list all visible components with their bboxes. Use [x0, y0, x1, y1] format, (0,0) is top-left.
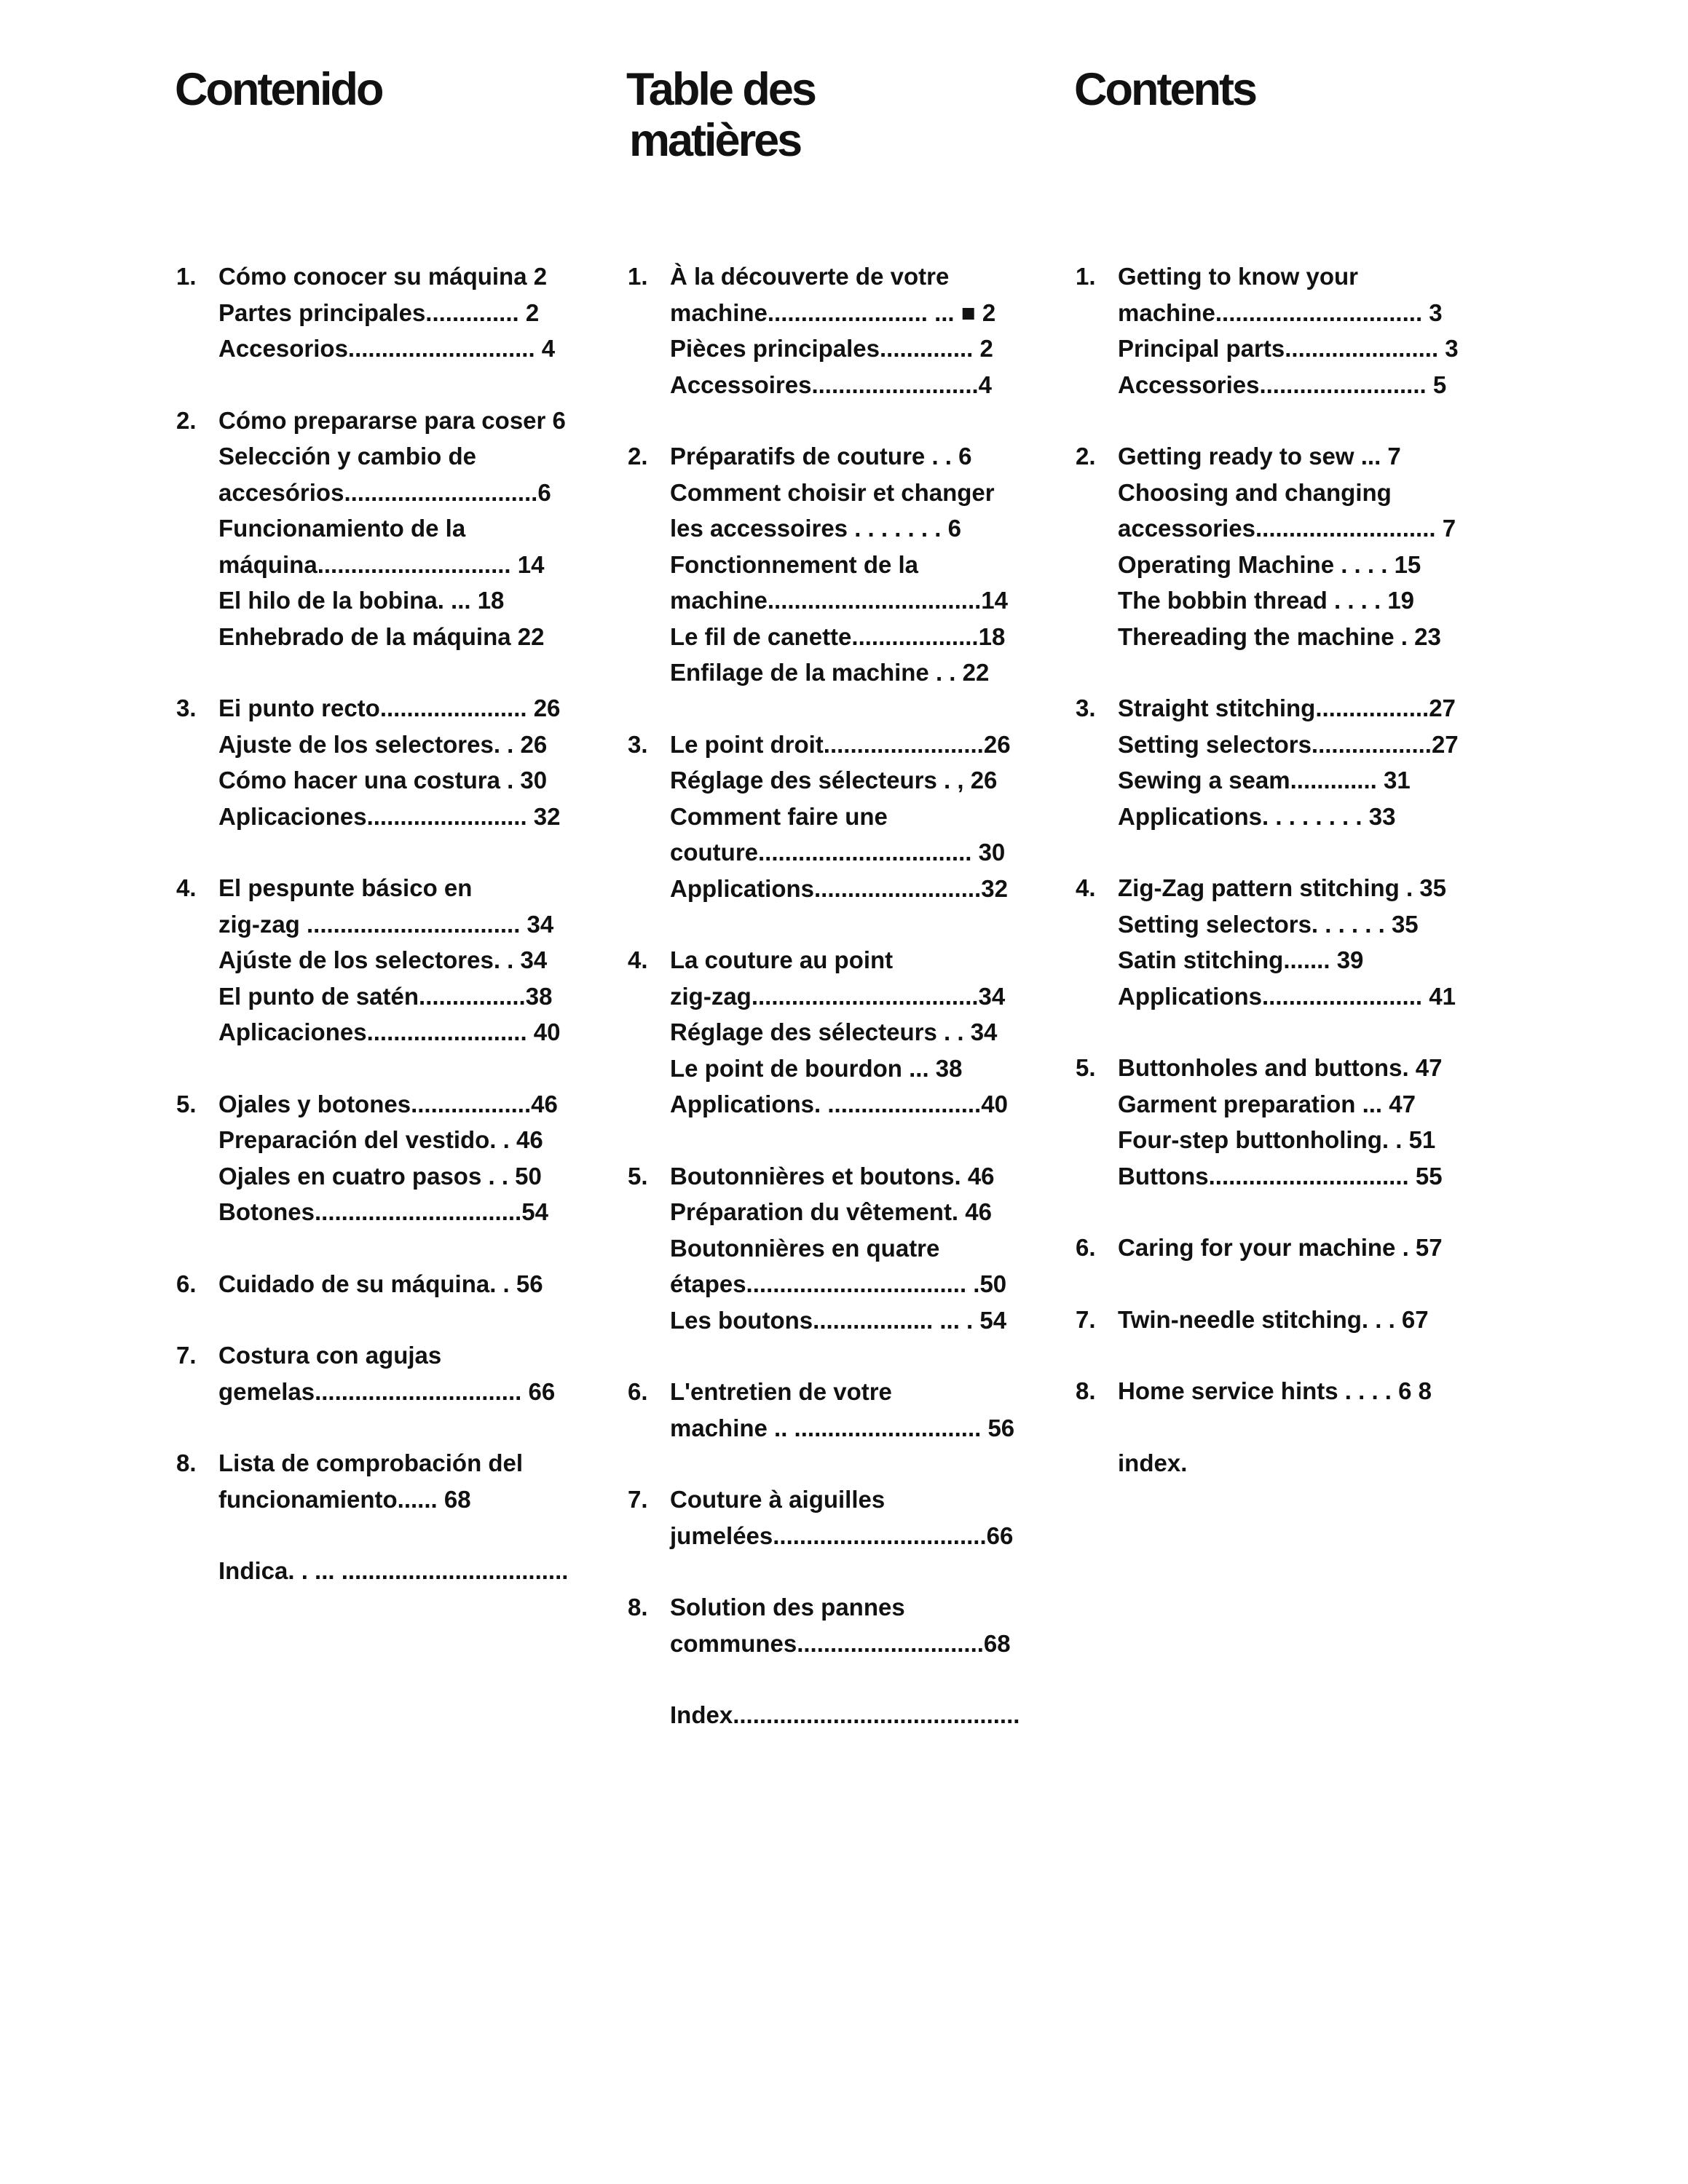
toc-entry-number: 7. [176, 1342, 197, 1369]
toc-entry-line: zig-zag..................................34 [670, 982, 1006, 1010]
toc-entry [1074, 870, 1511, 1014]
toc-entry-line: Fonctionnement de la [670, 550, 919, 578]
toc-entry-line: Applications........................ 41 [1118, 982, 1456, 1010]
toc-entry [175, 403, 604, 655]
toc-entry [626, 1697, 1063, 1733]
toc-entry-line: Comment faire une [670, 802, 888, 830]
toc-entry [1074, 690, 1511, 834]
toc-entry-line: Réglage des sélecteurs . . 34 [670, 1018, 998, 1045]
toc-entry [175, 1445, 604, 1517]
toc-entry-line: Straight stitching.................27 [1118, 695, 1456, 721]
toc-entry-number: 5. [176, 1090, 197, 1117]
toc-entry-line: Applications.........................32 [670, 874, 1008, 902]
toc-entry-line: Choosing and changing [1118, 478, 1392, 506]
toc-entry [175, 1086, 604, 1230]
toc-entry-line: Satin stitching....... 39 [1118, 946, 1364, 973]
toc-entry-line: Caring for your machine . 57 [1118, 1234, 1443, 1261]
toc-entry-number: 8. [176, 1449, 197, 1476]
toc-entry-line: Costura con agujas [218, 1342, 442, 1369]
toc-entry-line: Solution des pannes [670, 1594, 905, 1621]
toc-entry-line: Enfilage de la machine . . 22 [670, 659, 990, 686]
toc-entry-number: 2. [628, 443, 648, 470]
column-title [626, 64, 815, 166]
toc-entry [175, 1337, 604, 1409]
toc-entry [175, 1553, 604, 1589]
toc-entry-line: Couture à aiguilles [670, 1486, 886, 1513]
column-title-line: matières [629, 115, 801, 166]
toc-entry-line: Ojales y botones..................46 [218, 1090, 558, 1117]
toc-entry-line: L'entretien de votre [670, 1378, 892, 1405]
toc-entry-line: Préparatifs de couture . . 6 [670, 443, 972, 470]
toc-entry-line: Cómo conocer su máquina 2 [218, 263, 548, 290]
toc-entry-line: Pièces principales.............. 2 [670, 335, 993, 362]
toc-entry [1074, 1445, 1511, 1481]
toc-entry [626, 258, 1063, 403]
toc-entry-line: Applications. . . . . . . . 33 [1118, 802, 1396, 830]
toc-entry-line: Les boutons.................. ... . 54 [670, 1306, 1007, 1334]
toc-entry-line: Accessoires.........................4 [670, 371, 993, 398]
toc-entry-number: 3. [1076, 695, 1096, 721]
toc-entry-line: máquina............................. 14 [218, 550, 545, 578]
toc-entry-line: accesórios.............................6 [218, 478, 551, 506]
toc-entry-number: 8. [1076, 1377, 1096, 1404]
toc-entry-number: 2. [1076, 443, 1096, 470]
toc-entry-line: Ei punto recto...................... 26 [218, 695, 561, 721]
toc-entry-line: Réglage des sélecteurs . , 26 [670, 767, 998, 794]
toc-entry-line: Enhebrado de la máquina 22 [218, 622, 545, 650]
toc-entry-number: 4. [1076, 874, 1096, 901]
toc-entry [175, 870, 604, 1051]
toc-entry-line: Indica. . ... .................................. [218, 1557, 569, 1584]
toc-entry-line: Partes principales.............. 2 [218, 298, 540, 326]
toc-entry-number: 1. [628, 263, 648, 290]
toc-entry-line: Funcionamiento de la [218, 515, 466, 542]
toc-entry-line: Boutonnières et boutons. 46 [670, 1162, 995, 1190]
toc-entry [1074, 1230, 1511, 1266]
toc-entry-line: Setting selectors. . . . . . 35 [1118, 910, 1419, 938]
toc-entry-line: Zig-Zag pattern stitching . 35 [1118, 874, 1447, 901]
toc-entry-line: étapes................................. .50 [670, 1270, 1007, 1297]
toc-entry-line: Buttons.............................. 55 [1118, 1162, 1443, 1190]
column-title-line: Table des [626, 64, 815, 115]
toc-entry [626, 1481, 1063, 1554]
toc-entry-line: El punto de satén................38 [218, 982, 553, 1010]
toc-entry-line: machine .. ............................ 56 [670, 1414, 1015, 1441]
toc-entry [175, 690, 604, 834]
toc-entry-line: Thereading the machine . 23 [1118, 622, 1441, 650]
toc-entry-line: zig-zag ................................ 34 [218, 910, 554, 938]
toc-entry-line: Garment preparation ... 47 [1118, 1090, 1416, 1117]
toc-entry-line: funcionamiento...... 68 [218, 1485, 471, 1513]
toc-entry-line: index. [1118, 1449, 1188, 1476]
toc-entry-number: 6. [628, 1378, 648, 1405]
toc-entry-line: Preparación del vestido. . 46 [218, 1126, 543, 1153]
toc-entry [1074, 438, 1511, 654]
toc-entry [626, 727, 1063, 907]
toc-entry-number: 7. [628, 1486, 648, 1513]
toc-entry-line: machine........................ ... ■ 2 [670, 298, 996, 326]
toc-entry-line: Comment choisir et changer [670, 478, 995, 506]
toc-entry-number: 5. [628, 1162, 648, 1190]
toc-entry [1074, 258, 1511, 403]
toc-entry-line: Buttonholes and buttons. 47 [1118, 1054, 1443, 1081]
toc-entry [1074, 1373, 1511, 1409]
toc-entry [626, 438, 1063, 691]
toc-entry-line: Applications. .......................40 [670, 1091, 1008, 1117]
toc-entry [1074, 1302, 1511, 1338]
toc-entry [175, 258, 604, 367]
toc-entry-line: Selección y cambio de [218, 443, 476, 470]
column-title: Contenido [175, 64, 382, 115]
toc-entry-line: Getting to know your [1118, 263, 1358, 290]
toc-entry-line: machine................................14 [670, 587, 1008, 614]
toc-entry [626, 1589, 1063, 1661]
toc-entry-line: Boutonnières en quatre [670, 1234, 940, 1262]
toc-entry-number: 6. [176, 1270, 197, 1297]
toc-entry-line: Four-step buttonholing. . 51 [1118, 1126, 1436, 1153]
toc-entry-line: The bobbin thread . . . . 19 [1118, 587, 1415, 614]
toc-entry-line: Le point de bourdon ... 38 [670, 1054, 963, 1082]
toc-entry-line: Cómo prepararse para coser 6 [218, 406, 566, 434]
toc-entry-number: 4. [628, 946, 648, 973]
toc-entry-line: Ojales en cuatro pasos . . 50 [218, 1162, 542, 1190]
toc-entry-number: 7. [1076, 1305, 1096, 1333]
toc-entry-line: Ajúste de los selectores. . 34 [218, 946, 548, 973]
toc-list [626, 258, 1063, 1769]
toc-entry-line: Le point droit........................26 [670, 730, 1011, 758]
toc-entry-line: Principal parts....................... 3 [1118, 335, 1459, 362]
toc-entry-line: Botones...............................54 [218, 1198, 548, 1225]
toc-entry-number: 8. [628, 1594, 648, 1621]
toc-entry-line: jumelées................................66 [670, 1522, 1014, 1549]
toc-entry-line: Le fil de canette...................18 [670, 622, 1006, 650]
toc-entry-line: couture................................ 30 [670, 839, 1006, 866]
toc-entry-line: El pespunte básico en [218, 874, 473, 901]
toc-entry-number: 4. [176, 874, 197, 901]
toc-entry-line: El hilo de la bobina. ... 18 [218, 587, 505, 614]
toc-entry-line: Index........................................... [670, 1701, 1020, 1728]
toc-list [1074, 258, 1511, 1516]
toc-entry-line: les accessoires . . . . . . . 6 [670, 515, 961, 542]
toc-entry-number: 3. [176, 695, 197, 721]
toc-entry-line: accessories........................... 7 [1118, 515, 1456, 542]
toc-entry-line: Setting selectors..................27 [1118, 730, 1459, 758]
toc-entry-line: Aplicaciones........................ 40 [218, 1018, 561, 1045]
toc-entry-line: Ajuste de los selectores. . 26 [218, 730, 548, 758]
toc-entry-number: 1. [176, 263, 197, 290]
toc-entry-line: La couture au point [670, 946, 894, 973]
toc-entry-line: communes............................68 [670, 1629, 1011, 1657]
toc-list [175, 258, 604, 1625]
toc-entry-number: 6. [1076, 1234, 1096, 1261]
toc-entry-line: gemelas............................... 66 [218, 1377, 556, 1405]
toc-entry-line: machine............................... 3 [1118, 298, 1443, 326]
toc-entry [626, 942, 1063, 1123]
toc-entry-line: Cuidado de su máquina. . 56 [218, 1270, 543, 1297]
toc-entry-line: À la découverte de votre [670, 263, 950, 290]
toc-entry-line: Home service hints . . . . 6 8 [1118, 1377, 1432, 1404]
toc-entry-line: Twin-needle stitching. . . 67 [1118, 1305, 1429, 1333]
toc-entry [626, 1158, 1063, 1339]
toc-entry-line: Aplicaciones........................ 32 [218, 802, 561, 830]
column-title: Contents [1074, 64, 1255, 115]
toc-entry-number: 5. [1076, 1054, 1096, 1081]
toc-entry-line: Préparation du vêtement. 46 [670, 1198, 992, 1225]
toc-entry-number: 1. [1076, 263, 1096, 290]
toc-entry-line: Cómo hacer una costura . 30 [218, 767, 548, 794]
toc-entry [175, 1266, 604, 1302]
toc-entry-line: Operating Machine . . . . 15 [1118, 550, 1421, 578]
toc-entry [1074, 1050, 1511, 1194]
toc-entry-line: Lista de comprobación del [218, 1449, 524, 1476]
toc-entry-line: Getting ready to sew ... 7 [1118, 443, 1401, 470]
toc-entry-line: Accesorios............................ 4 [218, 335, 556, 362]
toc-entry-line: Sewing a seam............. 31 [1118, 767, 1411, 794]
toc-entry-line: Accessories......................... 5 [1118, 371, 1447, 398]
toc-entry-number: 3. [628, 730, 648, 758]
toc-entry-number: 2. [176, 406, 197, 434]
toc-entry [626, 1374, 1063, 1446]
